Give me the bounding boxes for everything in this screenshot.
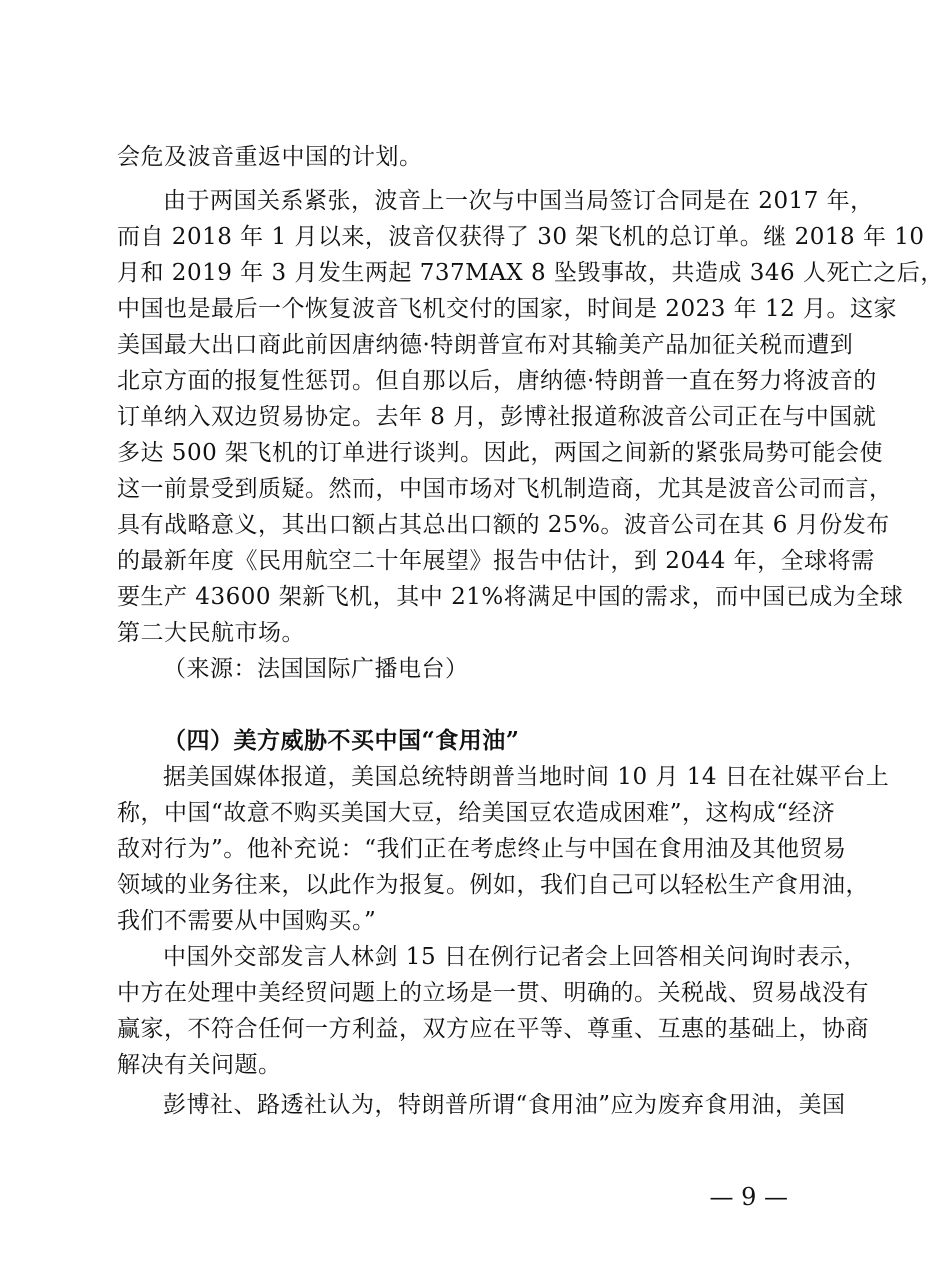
paragraph-2-line-4: 中国也是最后一个恢复波音飞机交付的国家，时间是 2023 年 12 月。这家 (117, 296, 898, 322)
paragraph-2-line-8: 多达 500 架飞机的订单进行谈判。因此，两国之间新的紧张局势可能会使 (117, 440, 884, 466)
paragraph-4-line-4: 解决有关问题。 (117, 1052, 282, 1078)
paragraph-3-line-1: 据美国媒体报道，美国总统特朗普当地时间 10 月 14 日在社媒平台上 (163, 764, 890, 790)
paragraph-3-line-5: 我们不需要从中国购买。” (117, 908, 377, 934)
paragraph-2-line-2: 而自 2018 年 1 月以来，波音仅获得了 30 架飞机的总订单。继 2018 年 10 (117, 224, 925, 250)
paragraph-2-line-9: 这一前景受到质疑。然而，中国市场对飞机制造商，尤其是波音公司而言， (117, 476, 893, 502)
paragraph-1-line-1: 会危及波音重返中国的计划。 (117, 144, 423, 170)
paragraph-2-line-12: 要生产 43600 架新飞机，其中 21%将满足中国的需求，而中国已成为全球 (117, 584, 904, 610)
paragraph-2-line-1: 由于两国关系紧张，波音上一次与中国当局签订合同是在 2017 年， (163, 188, 874, 214)
paragraph-4-line-1: 中国外交部发言人林剑 15 日在例行记者会上回答相关问询时表示， (163, 944, 867, 970)
paragraph-4-line-3: 赢家，不符合任何一方利益，双方应在平等、尊重、互惠的基础上，协商 (117, 1016, 869, 1042)
paragraph-4-line-2: 中方在处理中美经贸问题上的立场是一贯、明确的。关税战、贸易战没有 (117, 980, 869, 1006)
paragraph-5-line-1: 彭博社、路透社认为，特朗普所谓“食用油”应为废弃食用油，美国 (163, 1092, 846, 1118)
paragraph-3-line-4: 领域的业务往来，以此作为报复。例如，我们自己可以轻松生产食用油， (117, 872, 869, 898)
paragraph-2-line-7: 订单纳入双边贸易协定。去年 8 月，彭博社报道称波音公司正在与中国就 (117, 404, 877, 430)
paragraph-2-line-13: 第二大民航市场。 (117, 620, 305, 646)
page-number: — 9 — (709, 1183, 788, 1211)
paragraph-2-line-5: 美国最大出口商此前因唐纳德·特朗普宣布对其输美产品加征关税而遭到 (117, 332, 854, 358)
paragraph-3-line-2: 称，中国“故意不购买美国大豆，给美国豆农造成困难”，这构成“经济 (117, 800, 836, 826)
paragraph-2-line-11: 的最新年度《民用航空二十年展望》报告中估计，到 2044 年，全球将需 (117, 548, 875, 574)
source-attribution: （来源：法国国际广播电台） (163, 656, 469, 682)
paragraph-2-line-3: 月和 2019 年 3 月发生两起 737MAX 8 坠毁事故，共造成 346 人死亡之后， (117, 260, 944, 286)
paragraph-2-line-10: 具有战略意义，其出口额占其总出口额的 25%。波音公司在其 6 月份发布 (117, 512, 890, 538)
section-heading: （四）美方威胁不买中国“食用油” (163, 727, 520, 754)
paragraph-3-line-3: 敌对行为”。他补充说：“我们正在考虑终止与中国在食用油及其他贸易 (117, 836, 847, 862)
paragraph-2-line-6: 北京方面的报复性惩罚。但自那以后，唐纳德·特朗普一直在努力将波音的 (117, 368, 877, 394)
